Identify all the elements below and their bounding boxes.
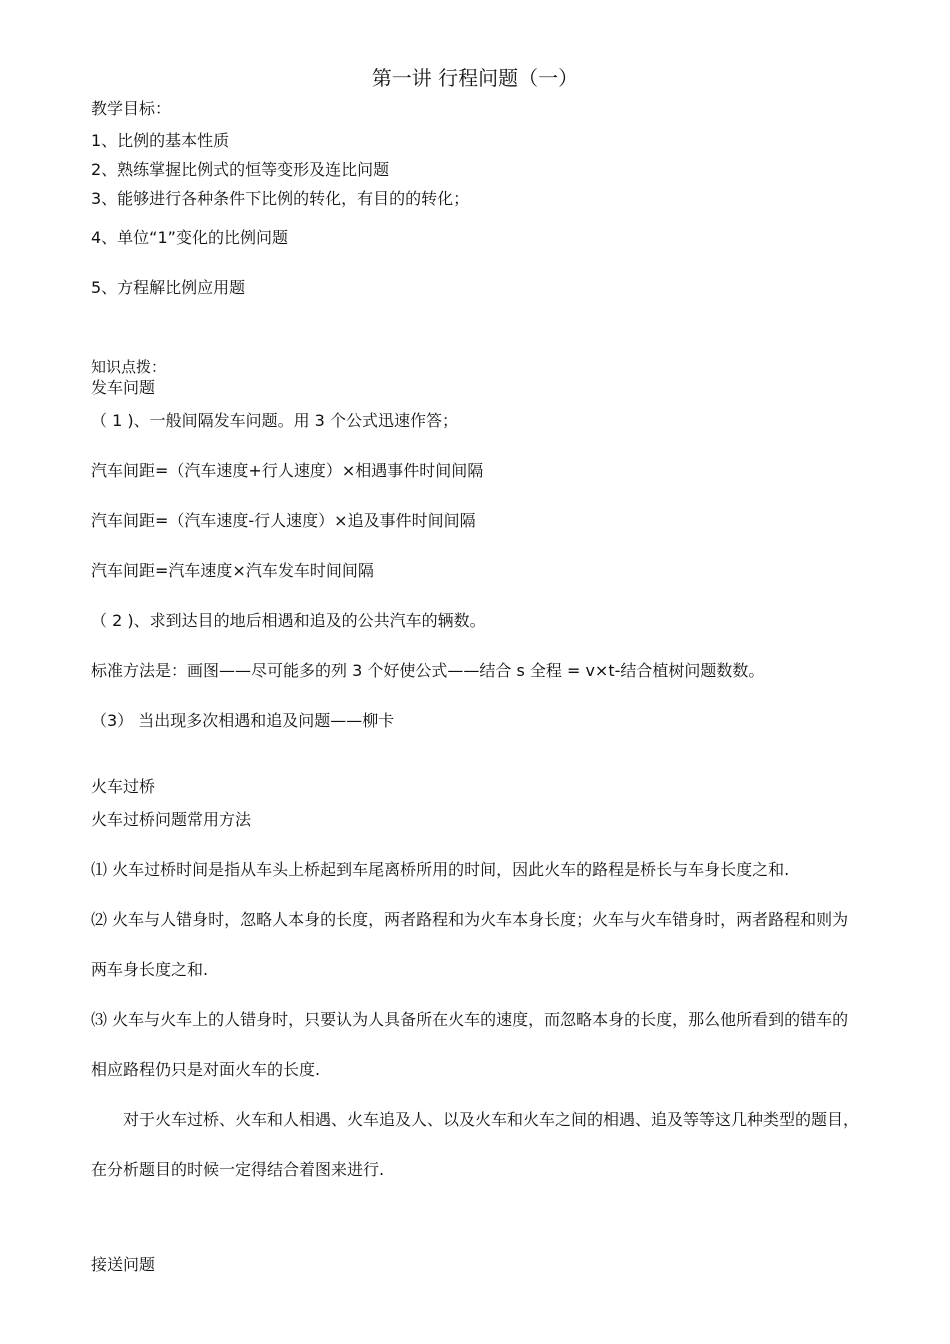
train-point-2-line-2: 两车身长度之和. — [91, 960, 209, 979]
train-note-line-1: 对于火车过桥、火车和人相遇、火车追及人、以及火车和火车之间的相遇、追及等等这几种类型的题目， — [123, 1110, 860, 1129]
train-point-3-line-2: 相应路程仍只是对面火车的长度. — [91, 1060, 321, 1079]
train-subheading: 火车过桥问题常用方法 — [91, 810, 252, 829]
train-point-2-line-1: ⑵ 火车与人错身时，忽略人本身的长度，两者路程和为火车本身长度；火车与火车错身时，两者路程和则为 — [91, 910, 849, 929]
bus-item-2: （ 2 )、求到达目的地后相遇和追及的公共汽车的辆数。 — [91, 611, 486, 630]
bus-formula-3: 汽车间距=汽车速度×汽车发车时间间隔 — [91, 561, 374, 580]
page-title: 第一讲 行程问题（一） — [371, 66, 579, 90]
bus-formula-1: 汽车间距=（汽车速度+行人速度）×相遇事件时间间隔 — [91, 461, 484, 480]
goal-item-4: 4、单位“1”变化的比例问题 — [91, 228, 288, 247]
shuttle-section-heading: 接送问题 — [91, 1255, 156, 1274]
goal-item-2: 2、熟练掌握比例式的恒等变形及连比问题 — [91, 160, 390, 179]
train-note-line-2: 在分析题目的时候一定得结合着图来进行. — [91, 1160, 385, 1179]
knowledge-heading: 知识点拨： — [91, 358, 167, 376]
goal-item-3: 3、能够进行各种条件下比例的转化，有目的的转化； — [91, 189, 470, 208]
train-section-heading: 火车过桥 — [91, 777, 156, 796]
train-point-3-line-1: ⑶ 火车与火车上的人错身时，只要认为人具备所在火车的速度，而忽略本身的长度，那么他所看到的错车的 — [91, 1010, 849, 1029]
bus-item-1: （ 1 )、一般间隔发车问题。用 3 个公式迅速作答； — [91, 411, 458, 430]
goals-heading: 教学目标： — [91, 99, 172, 118]
goal-item-1: 1、比例的基本性质 — [91, 131, 230, 150]
bus-formula-2: 汽车间距=（汽车速度-行人速度）×追及事件时间间隔 — [91, 511, 476, 530]
bus-section-heading: 发车问题 — [91, 378, 156, 397]
bus-method: 标准方法是：画图——尽可能多的列 3 个好使公式——结合 s 全程 = v×t-结合植树问题数数。 — [91, 661, 765, 680]
train-point-1: ⑴ 火车过桥时间是指从车头上桥起到车尾离桥所用的时间，因此火车的路程是桥长与车身长度之和. — [91, 860, 790, 879]
goal-item-5: 5、方程解比例应用题 — [91, 278, 246, 297]
bus-item-3: （3） 当出现多次相遇和追及问题——柳卡 — [91, 711, 395, 730]
